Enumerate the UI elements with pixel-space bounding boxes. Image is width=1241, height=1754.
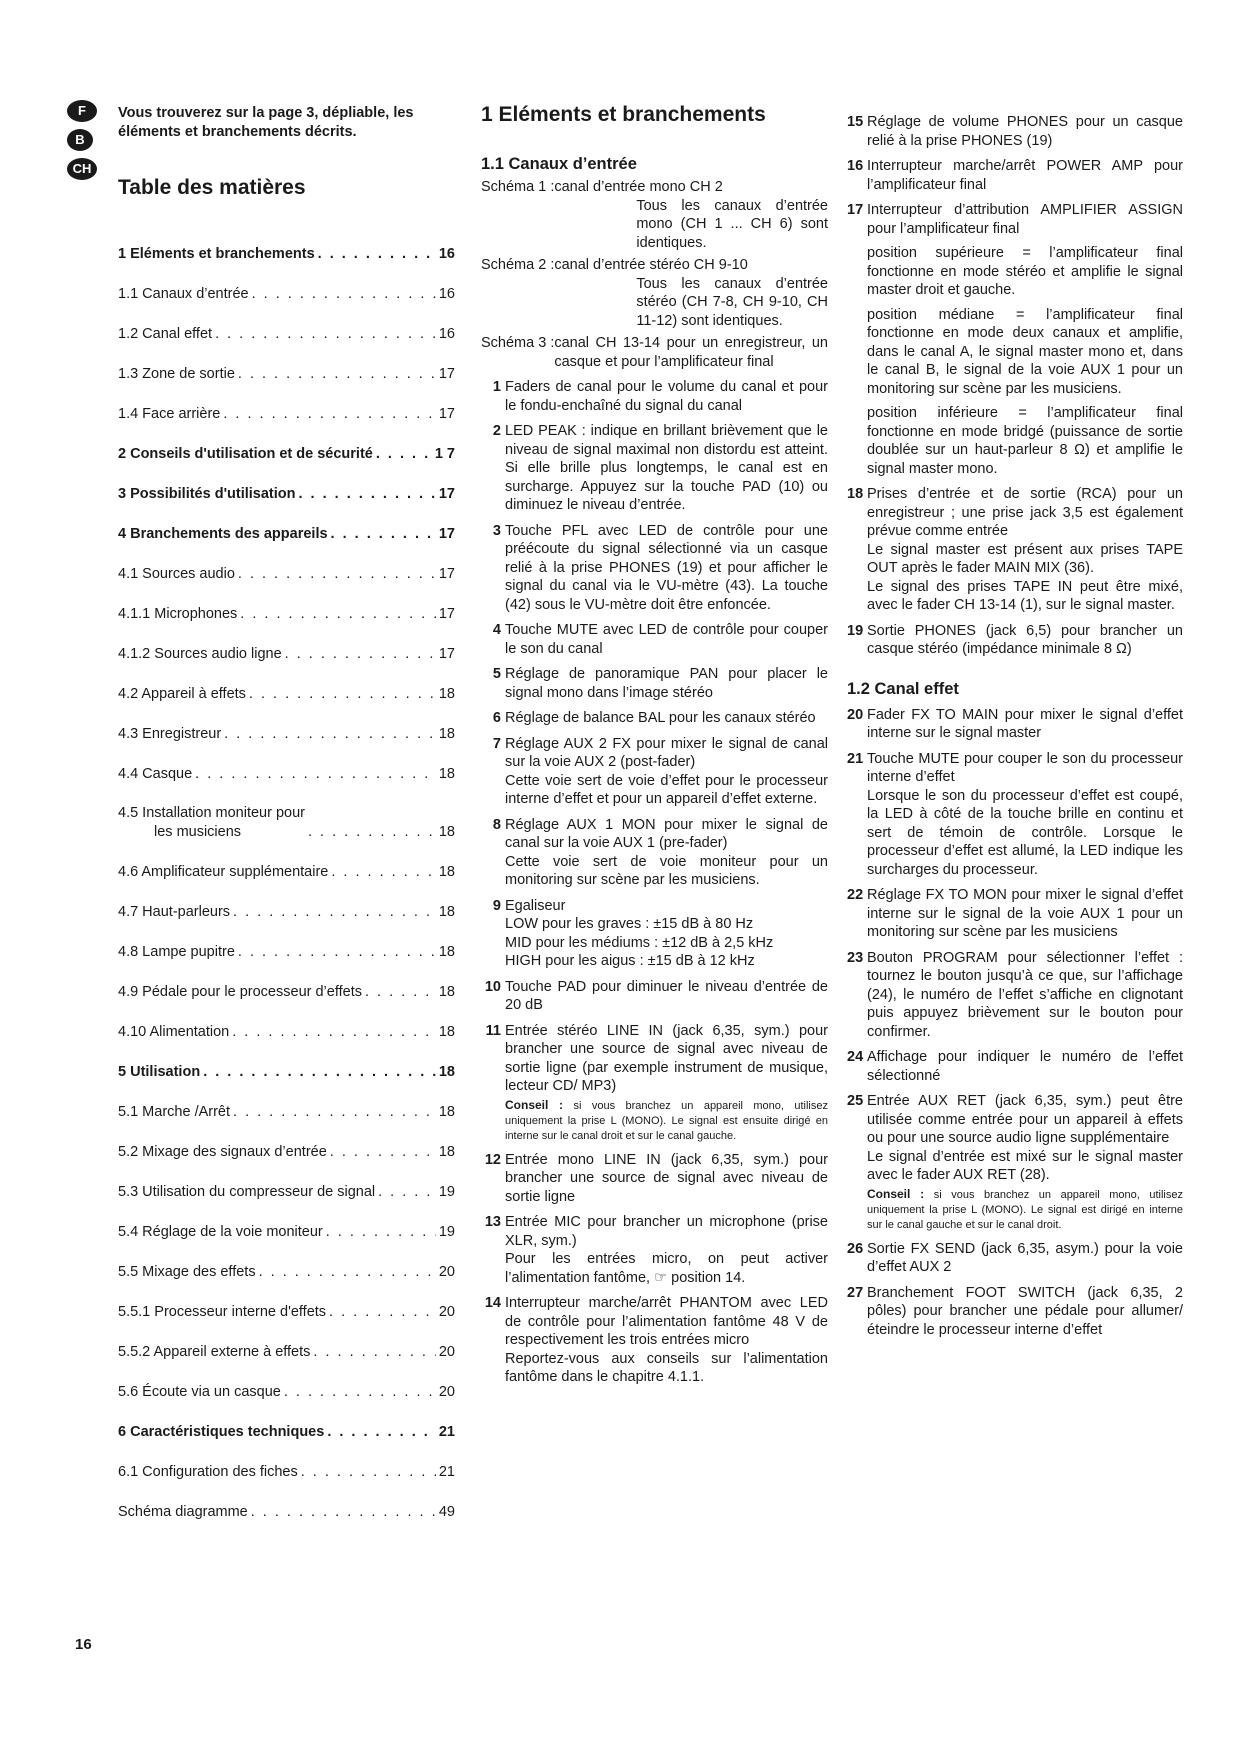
toc-entry xyxy=(118,1441,455,1481)
toc-dot-leader xyxy=(327,1423,436,1442)
section-1-1-heading: 1.1 Canaux d’entrée xyxy=(481,155,637,173)
schema-detail: Tous les canaux d’entrée mono (CH 1 ... CH 6) sont identiques. xyxy=(636,197,828,251)
toc-entry-page: 19 xyxy=(438,1223,455,1240)
toc-entry-label: 1.1 Canaux d’entrée xyxy=(118,285,249,302)
element-text: Réglage FX TO MON pour mixer le signal d’effet interne sur le signal de la voie AUX 1 pour un monitoring sur scène par les musiciens xyxy=(867,887,1183,940)
toc-entry xyxy=(118,503,455,543)
element-item xyxy=(481,422,828,515)
toc-entry-page: 20 xyxy=(438,1383,455,1400)
toc-entry-page: 17 xyxy=(438,645,455,662)
toc-entry xyxy=(118,1321,455,1361)
toc-entry xyxy=(118,1121,455,1161)
toc-entry-page: 18 xyxy=(438,823,455,840)
toc-entry-label: 2 Conseils d'utilisation et de sécurité xyxy=(118,445,373,462)
element-description xyxy=(867,1092,1183,1233)
element-description xyxy=(505,978,828,1015)
element-item xyxy=(847,1240,1183,1277)
toc-entry xyxy=(118,841,455,881)
toc-entry-label: 5.6 Écoute via un casque xyxy=(118,1383,281,1400)
toc-entry-page: 18 xyxy=(438,943,455,960)
element-number: 24 xyxy=(847,1049,864,1065)
schema-value xyxy=(554,178,828,252)
element-number: 21 xyxy=(847,750,864,767)
toc-dot-leader xyxy=(224,725,436,744)
switch-position-text: position inférieure = l’amplificateur final fonctionne en mode bridgé (puissance de sortie doublée sur un haut-parleur 8 Ω) et amplifie le signal master mono. xyxy=(867,405,1183,477)
toc-dot-leader xyxy=(298,485,435,504)
element-number: 11 xyxy=(485,1022,501,1039)
element-text: Réglage de panoramique PAN pour placer le signal mono dans l’image stéréo xyxy=(505,666,828,701)
toc-entry-page: 17 xyxy=(438,485,455,502)
element-item xyxy=(481,665,828,702)
toc-entry-label: 4.6 Amplificateur supplémentaire xyxy=(118,863,329,880)
language-badges xyxy=(67,100,103,187)
toc-entry xyxy=(118,663,455,703)
toc-dot-leader xyxy=(313,1343,435,1362)
toc-entry-page: 20 xyxy=(438,1303,455,1320)
element-item xyxy=(481,522,828,615)
element-item xyxy=(847,949,1183,1042)
element-text: Fader FX TO MAIN pour mixer le signal d’effet interne sur le signal master xyxy=(867,706,1183,741)
element-text: Le signal des prises TAPE IN peut être mixé, avec le fader CH 13-14 (1), sur le signal master. xyxy=(867,578,1183,613)
element-number: 15 xyxy=(847,114,864,130)
toc-entry-label xyxy=(118,804,305,841)
toc-entry-label: 4.7 Haut-parleurs xyxy=(118,903,231,920)
element-description xyxy=(505,1294,828,1387)
toc-entry-label: 4.1.2 Sources audio ligne xyxy=(118,645,282,662)
toc-entry xyxy=(118,1081,455,1121)
element-item xyxy=(847,622,1183,659)
note-body: si vous branchez un appareil mono, utilisez uniquement la prise L (MONO). Le signal est ensuite dirigé en interne sur le canal droit et sur le canal gauche. xyxy=(505,1099,828,1142)
table-of-contents xyxy=(118,223,455,1521)
element-description xyxy=(867,113,1183,150)
toc-dot-leader xyxy=(252,285,436,304)
element-list-right-b xyxy=(847,706,1183,1340)
schema-label: Schéma 3 : xyxy=(481,335,555,351)
element-number: 10 xyxy=(484,978,501,995)
element-text: Réglage de volume PHONES pour un casque relié à la prise PHONES (19) xyxy=(867,114,1183,149)
element-text: Pour les entrées micro, on peut activer l’alimentation fantôme, ☞ position 14. xyxy=(505,1251,828,1286)
toc-entry-label: 3 Possibilités d'utilisation xyxy=(118,485,296,502)
element-item xyxy=(481,1022,828,1144)
element-item xyxy=(481,1151,828,1207)
toc-entry xyxy=(118,783,455,841)
element-number: 27 xyxy=(847,1284,864,1301)
toc-entry-label: 1.2 Canal effet xyxy=(118,325,213,342)
element-number: 16 xyxy=(847,158,864,174)
toc-entry-label: 1.4 Face arrière xyxy=(118,405,221,422)
toc-dot-leader xyxy=(285,645,436,664)
toc-entry-page: 19 xyxy=(438,1183,455,1200)
element-text: Entrée AUX RET (jack 6,35, sym.) peut être utilisée comme entrée pour un appareil à effets ou pour une source audio ligne supplémentaire xyxy=(867,1093,1183,1146)
element-item xyxy=(847,750,1183,880)
toc-dot-leader xyxy=(329,1303,436,1322)
schema-line: canal d’entrée stéréo CH 9-10 xyxy=(554,257,748,273)
element-text: Touche MUTE avec LED de contrôle pour couper le son du canal xyxy=(505,622,828,657)
toc-entry xyxy=(118,383,455,423)
toc-entry xyxy=(118,623,455,663)
toc-entry xyxy=(118,1201,455,1241)
toc-dot-leader xyxy=(259,1263,436,1282)
element-description xyxy=(505,735,828,809)
toc-dot-leader xyxy=(365,983,436,1002)
toc-entry-page: 17 xyxy=(438,405,455,422)
toc-dot-leader xyxy=(318,245,436,264)
element-text: Réglage AUX 1 MON pour mixer le signal de canal sur la voie AUX 1 (pre-fader) xyxy=(505,816,828,851)
element-item xyxy=(847,201,1183,478)
element-description xyxy=(867,886,1183,942)
toc-entry-label: 6 Caractéristiques techniques xyxy=(118,1423,325,1440)
toc-entry-label: 4.1 Sources audio xyxy=(118,565,235,582)
toc-entry-page: 49 xyxy=(438,1503,455,1520)
toc-entry xyxy=(118,583,455,623)
element-item xyxy=(847,1284,1183,1340)
element-description xyxy=(505,1151,828,1207)
element-item xyxy=(481,897,828,971)
schema-value xyxy=(554,334,828,371)
element-text: Le signal master est présent aux prises TAPE OUT après le fader MAIN MIX (36). xyxy=(867,541,1183,576)
toc-dot-leader xyxy=(215,325,436,344)
element-item xyxy=(481,735,828,809)
element-number: 23 xyxy=(847,949,864,966)
toc-entry-label: 5.1 Marche /Arrêt xyxy=(118,1103,231,1120)
element-description xyxy=(867,1284,1183,1340)
element-number: 14 xyxy=(484,1295,501,1311)
element-number: 7 xyxy=(492,735,501,752)
element-description xyxy=(867,485,1183,615)
element-number: 20 xyxy=(847,706,864,723)
toc-dot-leader xyxy=(251,1503,436,1522)
toc-entry-label-line: les musiciens xyxy=(154,823,242,840)
page-number: 16 xyxy=(75,1636,92,1653)
toc-dot-leader xyxy=(301,1463,436,1482)
section-1-2-heading: 1.2 Canal effet xyxy=(847,679,959,698)
toc-entry-page: 21 xyxy=(438,1463,455,1480)
toc-entry-page: 17 xyxy=(438,525,455,542)
element-text: Egaliseur xyxy=(505,897,566,914)
toc-entry xyxy=(118,1241,455,1281)
column-left xyxy=(118,104,455,1521)
language-badge-ch: CH xyxy=(67,158,97,180)
element-text: MID pour les médiums : ±12 dB à 2,5 kHz xyxy=(505,934,774,951)
element-text: Branchement FOOT SWITCH (jack 6,35, 2 pôles) pour brancher une pédale pour allumer/ éteindre le processeur interne d’effet xyxy=(867,1284,1183,1338)
section-1-heading: 1 Eléments et branchements xyxy=(481,103,766,126)
toc-entry xyxy=(118,1481,455,1521)
toc-entry xyxy=(118,303,455,343)
toc-entry xyxy=(118,1161,455,1201)
element-text: Sortie FX SEND (jack 6,35, asym.) pour la voie d’effet AUX 2 xyxy=(867,1240,1183,1275)
schema-value xyxy=(554,256,828,330)
toc-entry-label: 5.5.2 Appareil externe à effets xyxy=(118,1343,311,1360)
toc-entry xyxy=(118,543,455,583)
element-number: 6 xyxy=(492,710,501,726)
toc-entry xyxy=(118,423,455,463)
toc-entry-page: 16 xyxy=(438,285,455,302)
toc-entry-label: 4.3 Enregistreur xyxy=(118,725,222,742)
schema-entry xyxy=(481,334,828,371)
toc-entry-label: 5.4 Réglage de la voie moniteur xyxy=(118,1223,323,1240)
schema-line: canal d’entrée mono CH 2 xyxy=(554,179,723,195)
element-description xyxy=(505,816,828,890)
element-text: Reportez-vous aux conseils sur l’alimentation fantôme dans le chapitre 4.1.1. xyxy=(505,1350,828,1385)
element-text: Réglage AUX 2 FX pour mixer le signal de canal sur la voie AUX 2 (post-fader) xyxy=(505,735,828,770)
element-text: Cette voie sert de voie moniteur pour un monitoring sur scène par les musiciens. xyxy=(505,853,828,888)
schema-list xyxy=(481,178,828,371)
element-description xyxy=(505,522,828,615)
toc-entry xyxy=(118,1361,455,1401)
toc-entry-page: 20 xyxy=(438,1343,455,1360)
element-item xyxy=(847,1048,1183,1085)
element-text: Affichage pour indiquer le numéro de l’effet sélectionné xyxy=(867,1049,1183,1084)
element-description xyxy=(505,1022,828,1144)
toc-entry-page: 18 xyxy=(438,903,455,920)
toc-entry-page: 18 xyxy=(438,1103,455,1120)
toc-dot-leader xyxy=(238,565,436,584)
element-item xyxy=(847,1092,1183,1233)
element-description xyxy=(867,949,1183,1042)
element-description xyxy=(505,1213,828,1287)
note-text xyxy=(505,1098,828,1144)
toc-entry-label: 5 Utilisation xyxy=(118,1063,201,1080)
toc-dot-leader xyxy=(331,525,436,544)
element-item xyxy=(847,886,1183,942)
element-text: Réglage de balance BAL pour les canaux stéréo xyxy=(505,710,816,726)
element-text: Bouton PROGRAM pour sélectionner l’effet : tournez le bouton jusqu’à ce que, sur l’affichage (24), le numéro de l’effet s’affiche en clignotant puis appuyez brièvement sur le bouton pour confirmer. xyxy=(867,949,1183,1040)
element-text: Entrée MIC pour brancher un microphone (prise XLR, sym.) xyxy=(505,1214,828,1249)
element-number: 25 xyxy=(847,1093,864,1109)
element-number: 5 xyxy=(492,666,501,682)
element-number: 3 xyxy=(492,522,501,539)
element-text: Le signal d’entrée est mixé sur le signal master avec le fader AUX RET (28). xyxy=(867,1148,1183,1183)
toc-entry xyxy=(118,263,455,303)
element-text: LOW pour les graves : ±15 dB à 80 Hz xyxy=(505,916,754,932)
toc-entry-page: 18 xyxy=(438,983,455,1000)
toc-entry xyxy=(118,921,455,961)
note-label: Conseil : xyxy=(867,1186,925,1201)
toc-entry xyxy=(118,223,455,263)
schema-label: Schéma 2 : xyxy=(481,257,555,273)
element-description xyxy=(505,378,828,415)
element-item xyxy=(847,113,1183,150)
toc-entry-label: Schéma diagramme xyxy=(118,1503,248,1520)
toc-dot-leader xyxy=(195,765,436,784)
toc-entry-label: 5.5.1 Processeur interne d'effets xyxy=(118,1303,327,1320)
element-number: 19 xyxy=(847,622,864,639)
schema-line: canal CH 13-14 pour un enregistreur, un casque et pour l’amplificateur final xyxy=(554,335,828,370)
element-description xyxy=(867,706,1183,743)
toc-entry-label: 4.9 Pédale pour le processeur d’effets xyxy=(118,983,362,1000)
toc-entry-page: 18 xyxy=(438,1143,455,1160)
toc-entry-label: 1 Eléments et branchements xyxy=(118,245,315,262)
element-item xyxy=(481,1213,828,1287)
toc-dot-leader xyxy=(238,943,436,962)
toc-entry-page: 17 xyxy=(438,565,455,582)
intro-text: Vous trouverez sur la page 3, dépliable, les éléments et branchements décrits. xyxy=(118,105,414,140)
toc-dot-leader xyxy=(233,1103,436,1122)
element-item xyxy=(847,706,1183,743)
schema-entry xyxy=(481,178,828,252)
toc-entry-page: 17 xyxy=(438,365,455,382)
element-item xyxy=(847,157,1183,194)
element-description xyxy=(867,1048,1183,1085)
toc-dot-leader xyxy=(233,903,436,922)
toc-entry-label: 4 Branchements des appareils xyxy=(118,525,328,542)
element-description xyxy=(505,897,828,971)
toc-dot-leader xyxy=(376,445,432,464)
toc-entry xyxy=(118,343,455,383)
language-badge-b: B xyxy=(67,129,93,151)
element-text: Prises d’entrée et de sortie (RCA) pour un enregistreur ; une prise jack 3,5 est également prévue comme entrée xyxy=(867,486,1183,539)
schema-entry xyxy=(481,256,828,330)
element-description xyxy=(867,1240,1183,1277)
toc-entry-page: 16 xyxy=(438,245,455,262)
language-badge-f: F xyxy=(67,100,97,122)
note-body: si vous branchez un appareil mono, utilisez uniquement la prise L (MONO). Le signal est dirigé en interne sur le canal gauche et sur le canal droit. xyxy=(867,1188,1183,1231)
element-item xyxy=(481,978,828,1015)
element-description xyxy=(867,201,1183,478)
toc-dot-leader xyxy=(249,685,436,704)
element-item xyxy=(481,621,828,658)
toc-entry-label: 4.1.1 Microphones xyxy=(118,605,238,622)
toc-entry-page: 18 xyxy=(438,1063,455,1080)
column-middle xyxy=(481,102,828,1387)
element-text: LED PEAK : indique en brillant brièvement que le niveau de signal maximal non distordu est atteint. Si elle brille plus longtemps, le canal est en surcharge. Appuyez sur la touche PAD (10) ou diminuez le niveau d’entrée. xyxy=(505,423,828,513)
toc-entry-page: 1 7 xyxy=(434,445,455,462)
toc-entry-label: 5.3 Utilisation du compresseur de signal xyxy=(118,1183,376,1200)
element-description xyxy=(867,157,1183,194)
toc-entry-label: 5.5 Mixage des effets xyxy=(118,1263,256,1280)
element-text: Sortie PHONES (jack 6,5) pour brancher un casque stéréo (impédance minimale 8 Ω) xyxy=(867,622,1183,657)
toc-dot-leader xyxy=(331,863,435,882)
toc-entry-label: 4.8 Lampe pupitre xyxy=(118,943,235,960)
schema-detail: Tous les canaux d’entrée stéréo (CH 7-8, CH 9-10, CH 11-12) sont identiques. xyxy=(636,275,828,329)
element-text: Interrupteur d’attribution AMPLIFIER ASSIGN pour l’amplificateur final xyxy=(867,202,1183,237)
element-number: 17 xyxy=(847,202,864,218)
element-number: 22 xyxy=(847,887,864,903)
element-description xyxy=(505,621,828,658)
toc-entry-page: 20 xyxy=(438,1263,455,1280)
toc-title: Table des matières xyxy=(118,176,306,199)
element-list-right-a xyxy=(847,113,1183,659)
toc-dot-leader xyxy=(284,1383,436,1402)
switch-position-text: position supérieure = l’amplificateur final fonctionne en mode stéréo et amplifie le signal master droit et gauche. xyxy=(867,245,1183,298)
element-description xyxy=(505,709,828,728)
toc-entry-page: 18 xyxy=(438,765,455,782)
element-number: 13 xyxy=(484,1214,501,1230)
toc-dot-leader xyxy=(232,1023,436,1042)
element-item xyxy=(847,485,1183,615)
toc-entry-page: 18 xyxy=(438,685,455,702)
element-number: 26 xyxy=(847,1240,864,1257)
toc-entry-label: 4.2 Appareil à effets xyxy=(118,685,246,702)
toc-entry-label: 4.4 Casque xyxy=(118,765,193,782)
toc-entry xyxy=(118,1041,455,1081)
toc-entry xyxy=(118,703,455,743)
note-label: Conseil : xyxy=(505,1097,564,1112)
schema-label: Schéma 1 : xyxy=(481,179,555,195)
toc-entry-page: 16 xyxy=(438,325,455,342)
toc-dot-leader xyxy=(203,1063,436,1082)
toc-entry xyxy=(118,961,455,1001)
element-text: Entrée stéréo LINE IN (jack 6,35, sym.) pour brancher une source de signal avec niveau de sortie ligne (par exemple instrument de musique, lecteur CD/ MP3) xyxy=(505,1022,828,1094)
toc-entry-page: 18 xyxy=(438,725,455,742)
toc-dot-leader xyxy=(308,823,436,842)
toc-entry xyxy=(118,743,455,783)
element-item xyxy=(481,816,828,890)
element-text: Touche PAD pour diminuer le niveau d’entrée de 20 dB xyxy=(505,978,828,1013)
toc-entry xyxy=(118,1281,455,1321)
element-text: Faders de canal pour le volume du canal et pour le fondu-enchaîné du signal du canal xyxy=(505,379,828,414)
toc-dot-leader xyxy=(378,1183,436,1202)
element-text: HIGH pour les aigus : ±15 dB à 12 kHz xyxy=(505,953,755,969)
toc-entry-label: 4.10 Alimentation xyxy=(118,1023,230,1040)
element-text: Entrée mono LINE IN (jack 6,35, sym.) pour brancher une source de signal avec niveau de sortie ligne xyxy=(505,1151,828,1205)
toc-dot-leader xyxy=(238,365,436,384)
toc-entry-label-line: 4.5 Installation moniteur pour xyxy=(118,805,305,821)
toc-entry-page: 17 xyxy=(438,605,455,622)
element-list-middle xyxy=(481,378,828,1387)
toc-entry-label: 6.1 Configuration des fiches xyxy=(118,1463,298,1480)
toc-entry-page: 18 xyxy=(438,1023,455,1040)
toc-dot-leader xyxy=(330,1143,436,1162)
element-number: 9 xyxy=(492,897,501,914)
element-description xyxy=(505,422,828,515)
element-text: Touche MUTE pour couper le son du processeur interne d’effet xyxy=(867,750,1183,785)
element-number: 2 xyxy=(492,423,501,439)
element-item xyxy=(481,1294,828,1387)
toc-entry-page: 18 xyxy=(438,863,455,880)
toc-entry xyxy=(118,463,455,503)
column-right xyxy=(847,106,1183,1339)
toc-entry xyxy=(118,1401,455,1441)
toc-entry-label: 5.2 Mixage des signaux d’entrée xyxy=(118,1143,327,1160)
element-number: 1 xyxy=(492,379,501,395)
element-text: Lorsque le son du processeur d’effet est coupé, la LED à côté de la touche brille en continu et sert de témoin de contrôle. Lorsque le processeur d’effet est allumé, la LED indique les surcharges du processeur. xyxy=(867,787,1183,878)
toc-entry-page: 21 xyxy=(438,1423,455,1440)
element-text: Touche PFL avec LED de contrôle pour une préécoute du signal sélectionné via un casque relié à la prise PHONES (19) et pour afficher le signal du canal via le VU-mètre (43). La touche (42) sous le VU-mètre doit être enfoncée. xyxy=(505,522,828,613)
element-text: Cette voie sert de voie d’effet pour le processeur interne d’effet et pour un appareil d’effet externe. xyxy=(505,772,828,807)
toc-dot-leader xyxy=(240,605,436,624)
element-number: 8 xyxy=(492,816,501,833)
element-text: Interrupteur marche/arrêt POWER AMP pour l’amplificateur final xyxy=(867,158,1183,193)
toc-entry xyxy=(118,881,455,921)
toc-entry-label: 1.3 Zone de sortie xyxy=(118,365,235,382)
element-number: 18 xyxy=(847,486,864,502)
element-item xyxy=(481,709,828,728)
note-text xyxy=(867,1187,1183,1233)
element-number: 12 xyxy=(484,1151,501,1168)
element-number: 4 xyxy=(492,622,501,638)
element-description xyxy=(505,665,828,702)
element-text: Interrupteur marche/arrêt PHANTOM avec LED de contrôle pour l’alimentation fantôme 48 V de respectivement les trois entrées micro xyxy=(505,1295,828,1348)
element-description xyxy=(867,750,1183,880)
toc-dot-leader xyxy=(223,405,436,424)
toc-entry xyxy=(118,1001,455,1041)
element-item xyxy=(481,378,828,415)
switch-position-text: position médiane = l’amplificateur final fonctionne en mode deux canaux et amplifie, dans le canal A, le signal master mono et, dans le canal B, le signal de la voie AUX 1 pour un monitoring sur scène par les musiciens. xyxy=(867,306,1183,397)
toc-dot-leader xyxy=(326,1223,436,1242)
element-description xyxy=(867,622,1183,659)
